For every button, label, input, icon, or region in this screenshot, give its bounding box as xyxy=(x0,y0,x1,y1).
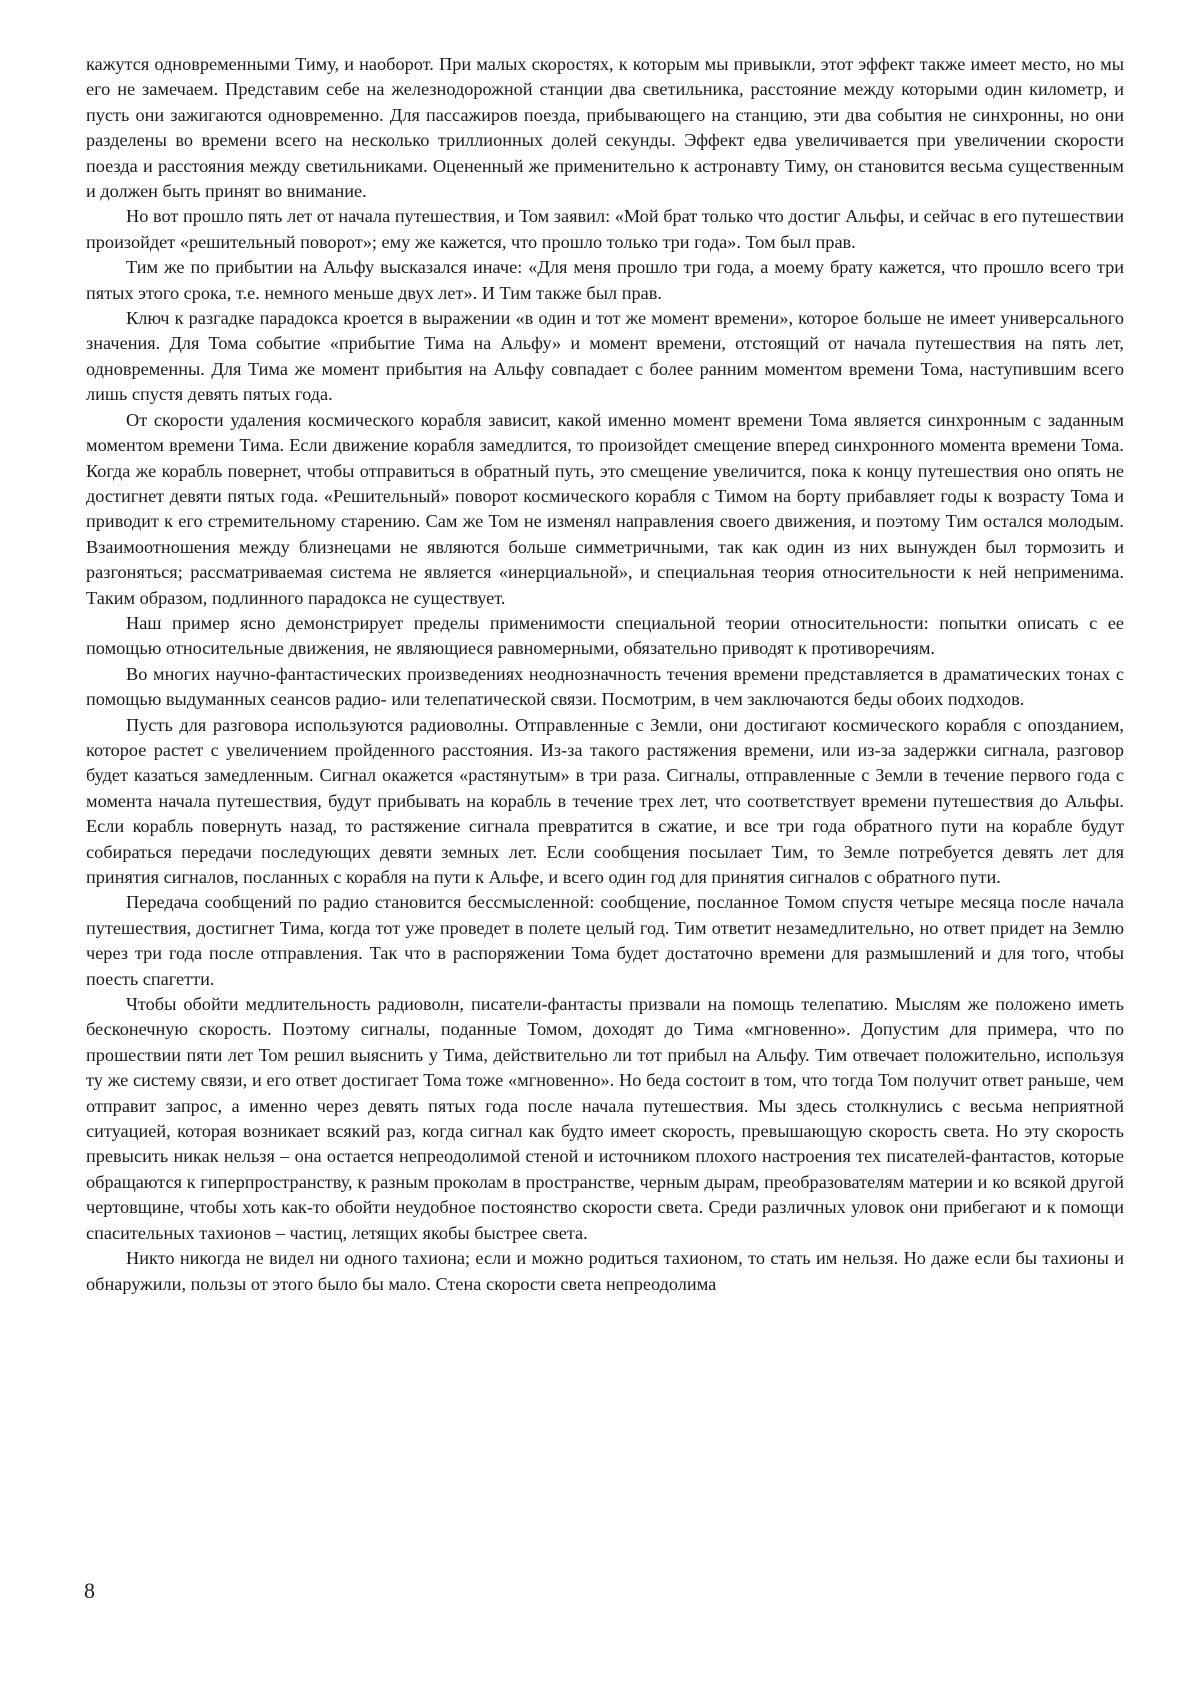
paragraph: От скорости удаления космического корабля зависит, какой именно момент времени Тома является синхронным с заданным моментом времени Тима. Если движение корабля замедлится, то произойдет смещение вперед синхронного момента времени Тома. Когда же корабль повернет, чтобы отправиться в обратный путь, это смещение увеличится, пока к концу путешествия оно опять не достигнет девяти пятых года. «Решительный» поворот космического корабля с Тимом на борту прибавляет годы к возрасту Тома и приводит к его стремительному старению. Сам же Том не изменял направления своего движения, и поэтому Тим остался молодым. Взаимоотношения между близнецами не являются больше симметричными, так как один из них вынужден был тормозить и разгоняться; рассматриваемая система не является «инерциальной», и специальная теория относительности к ней неприменима. Таким образом, подлинного парадокса не существует. xyxy=(86,409,1124,608)
paragraph: Тим же по прибытии на Альфу высказался иначе: «Для меня прошло три года, а моему брату кажется, что прошло всего три пятых этого срока, т.е. немного меньше двух лет». И Тим также был прав. xyxy=(86,257,1124,303)
paragraph: Ключ к разгадке парадокса кроется в выражении «в один и тот же момент времени», которое больше не имеет универсального значения. Для Тома событие «прибытие Тима на Альфу» и момент времени, отстоящий от начала путешествия на пять лет, одновременны. Для Тима же момент прибытия на Альфу совпадает с более ранним моментом времени Тома, наступившим всего лишь спустя девять пятых года. xyxy=(86,308,1124,405)
paragraph: Но вот прошло пять лет от начала путешествия, и Том заявил: «Мой брат только что достиг Альфы, и сейчас в его путешествии произойдет «решительный поворот»; ему же кажется, что прошло только три года». Том был прав. xyxy=(86,206,1124,252)
paragraph: Никто никогда не видел ни одного тахиона; если и можно родиться тахионом, то стать им нельзя. Но даже если бы тахионы и обнаружили, пользы от этого было бы мало. Стена скорости света непреодолима xyxy=(86,1248,1124,1294)
page-number: 8 xyxy=(84,1578,95,1603)
paragraph: кажутся одновременными Тиму, и наоборот. При малых скоростях, к которым мы привыкли, этот эффект также имеет место, но мы его не замечаем. Представим себе на железнодорожной станции два светильника, расстояние между которыми один километр, и пусть они зажигаются одновременно. Для пассажиров поезда, прибывающего на станцию, эти два события не синхронны, но они разделены во времени всего на несколько триллионных долей секунды. Эффект едва увеличивается при увеличении скорости поезда и расстояния между светильниками. Оцененный же применительно к астронавту Тиму, он становится весьма существенным и должен быть принят во внимание. xyxy=(86,54,1124,202)
paragraph: Наш пример ясно демонстрирует пределы применимости специальной теории относительности: попытки описать с ее помощью относительные движения, не являющиеся равномерными, обязательно приводят к противоречиям. xyxy=(86,612,1124,659)
paragraph: Чтобы обойти медлительность радиоволн, писатели-фантасты призвали на помощь телепатию. Мыслям же положено иметь бесконечную скорость. Поэтому сигналы, поданные Томом, доходят до Тима «мгновенно». Допустим для примера, что по прошествии пяти лет Том решил выяснить у Тима, действительно ли тот прибыл на Альфу. Тим отвечает положительно, используя ту же систему связи, и его ответ достигает Тома тоже «мгновенно». Но беда состоит в том, что тогда Том получит ответ раньше, чем отправит запрос, а именно через девять пятых года после начала путешествия. Мы здесь столкнулись с весьма неприятной ситуацией, которая возникает всякий раз, когда сигнал как будто имеет скорость, превышающую скорость света. Но эту скорость превысить никак нельзя – она остается непреодолимой стеной и источником плохого настроения тех писателей-фантастов, которые обращаются к гиперпространству, к разным проколам в пространстве, черным дырам, преобразователям материи и ко всякой другой чертовщине, чтобы хоть как-то обойти неудобное постоянство скорости света. Среди различных уловок они прибегают и к помощи спасительных тахионов – частиц, летящих якобы быстрее света. xyxy=(86,994,1124,1243)
paragraph: Во многих научно-фантастических произведениях неоднозначность течения времени представляется в драматических тонах с помощью выдуманных сеансов радио- или телепатической связи. Посмотрим, в чем заключаются беды обоих подходов. xyxy=(86,663,1124,710)
paragraph: Пусть для разговора используются радиоволны. Отправленные с Земли, они достигают космического корабля с опозданием, которое растет с увеличением пройденного расстояния. Из-за такого растяжения времени, или из-за задержки сигнала, разговор будет казаться замедленным. Сигнал окажется «растянутым» в три раза. Сигналы, отправленные с Земли в течение первого года с момента начала путешествия, будут прибывать на корабль в течение трех лет, что соответствует времени путешествия до Альфы. Если корабль повернуть назад, то растяжение сигнала превратится в сжатие, и все три года обратного пути на корабле будут собираться передачи последующих девяти земных лет. Если сообщения посылает Тим, то Земле потребуется девять лет для принятия сигналов, посланных с корабля на пути к Альфе, и всего один год для принятия сигналов с обратного пути. xyxy=(86,714,1124,887)
page-body xyxy=(86,52,1124,1297)
paragraph: Передача сообщений по радио становится бессмысленной: сообщение, посланное Томом спустя четыре месяца после начала путешествия, достигнет Тима, когда тот уже проведет в полете целый год. Тим ответит незамедлительно, но ответ придет на Землю через три года после отправления. Так что в распоряжении Тома будет достаточно времени для размышлений и для того, чтобы поесть спагетти. xyxy=(86,892,1124,989)
